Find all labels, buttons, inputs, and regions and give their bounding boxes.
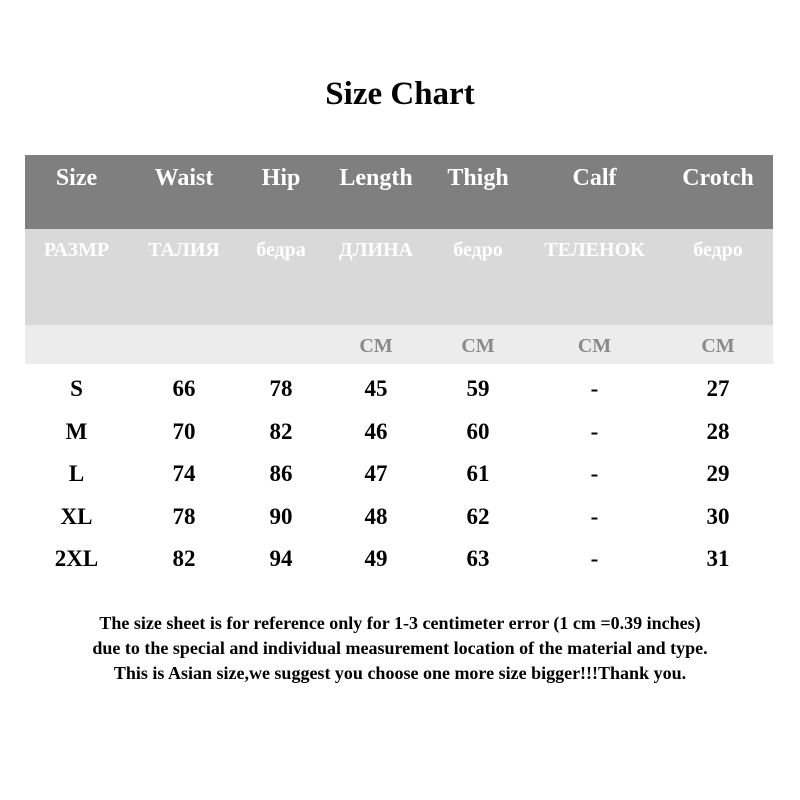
- thigh-cell: 59: [466, 376, 490, 401]
- calf-cell: -: [590, 418, 599, 444]
- calf-cell: -: [590, 461, 599, 486]
- header-cell-waist: Waist: [154, 165, 214, 191]
- thigh-cell: 61: [466, 461, 490, 486]
- unit-cell: CM: [461, 335, 495, 357]
- table-header-row: [25, 155, 773, 229]
- table-unit-row: [25, 325, 773, 364]
- length-cell: 45: [364, 376, 388, 401]
- unit-cell: CM: [701, 335, 735, 357]
- table-row: [25, 451, 773, 494]
- header-cell-size: Size: [55, 165, 98, 191]
- crotch-cell: 31: [706, 546, 730, 571]
- unit-cell: [128, 325, 240, 364]
- page-title: Size Chart: [325, 76, 475, 112]
- unit-cell: CM: [359, 335, 393, 357]
- ru-header-cell: РАЗМР: [43, 239, 110, 261]
- waist-cell: 82: [172, 546, 196, 571]
- length-cell: 47: [364, 461, 388, 486]
- table-russian-header-row: [25, 229, 773, 325]
- table-body: [25, 364, 773, 579]
- table-row: [25, 494, 773, 537]
- ru-header-cell: бедро: [693, 239, 743, 261]
- header-cell-length: Length: [339, 165, 413, 191]
- table-row: [25, 409, 773, 452]
- unit-cell: CM: [577, 335, 612, 357]
- unit-cell: [240, 325, 322, 364]
- size-cell: S: [70, 376, 83, 401]
- thigh-cell: 63: [466, 546, 490, 571]
- length-cell: 46: [364, 418, 388, 444]
- length-cell: 48: [364, 503, 388, 529]
- crotch-cell: 28: [706, 418, 730, 444]
- note-line: due to the special and individual measurement location of the material and type.: [92, 638, 708, 658]
- note-line: This is Asian size,we suggest you choose one more size bigger!!!Thank you.: [113, 663, 687, 683]
- header-cell-hip: Hip: [261, 165, 301, 191]
- thigh-cell: 62: [466, 503, 490, 529]
- hip-cell: 78: [269, 376, 293, 401]
- calf-cell: -: [590, 503, 599, 529]
- waist-cell: 78: [172, 503, 196, 529]
- header-cell-calf: Calf: [572, 165, 617, 191]
- hip-cell: 90: [269, 503, 293, 529]
- hip-cell: 86: [269, 461, 293, 486]
- hip-cell: 82: [269, 418, 293, 444]
- calf-cell: -: [590, 376, 599, 401]
- size-cell: XL: [60, 503, 93, 529]
- length-cell: 49: [364, 546, 388, 571]
- header-cell-thigh: Thigh: [447, 165, 509, 191]
- size-notes: [0, 611, 800, 686]
- table-row: [25, 366, 773, 409]
- size-cell: M: [65, 418, 88, 444]
- hip-cell: 94: [269, 546, 293, 571]
- crotch-cell: 29: [706, 461, 730, 486]
- size-cell: 2XL: [54, 546, 99, 571]
- thigh-cell: 60: [466, 418, 490, 444]
- note-line: The size sheet is for reference only for 1-3 centimeter error (1 cm =0.39 inches): [99, 613, 701, 633]
- table-row: [25, 536, 773, 579]
- waist-cell: 74: [172, 461, 196, 486]
- size-table: [25, 155, 773, 579]
- unit-cell: [25, 325, 128, 364]
- ru-header-cell: бедра: [256, 239, 306, 261]
- calf-cell: -: [590, 546, 599, 571]
- crotch-cell: 30: [706, 503, 730, 529]
- crotch-cell: 27: [706, 376, 730, 401]
- header-cell-crotch: Crotch: [682, 165, 754, 191]
- ru-header-cell: бедро: [453, 239, 503, 261]
- waist-cell: 70: [172, 418, 196, 444]
- ru-header-cell: ДЛИНА: [338, 239, 414, 261]
- ru-header-cell: ТАЛИЯ: [148, 239, 220, 261]
- waist-cell: 66: [172, 376, 196, 401]
- ru-header-cell: ТЕЛЕНОК: [544, 239, 645, 261]
- size-cell: L: [68, 461, 85, 486]
